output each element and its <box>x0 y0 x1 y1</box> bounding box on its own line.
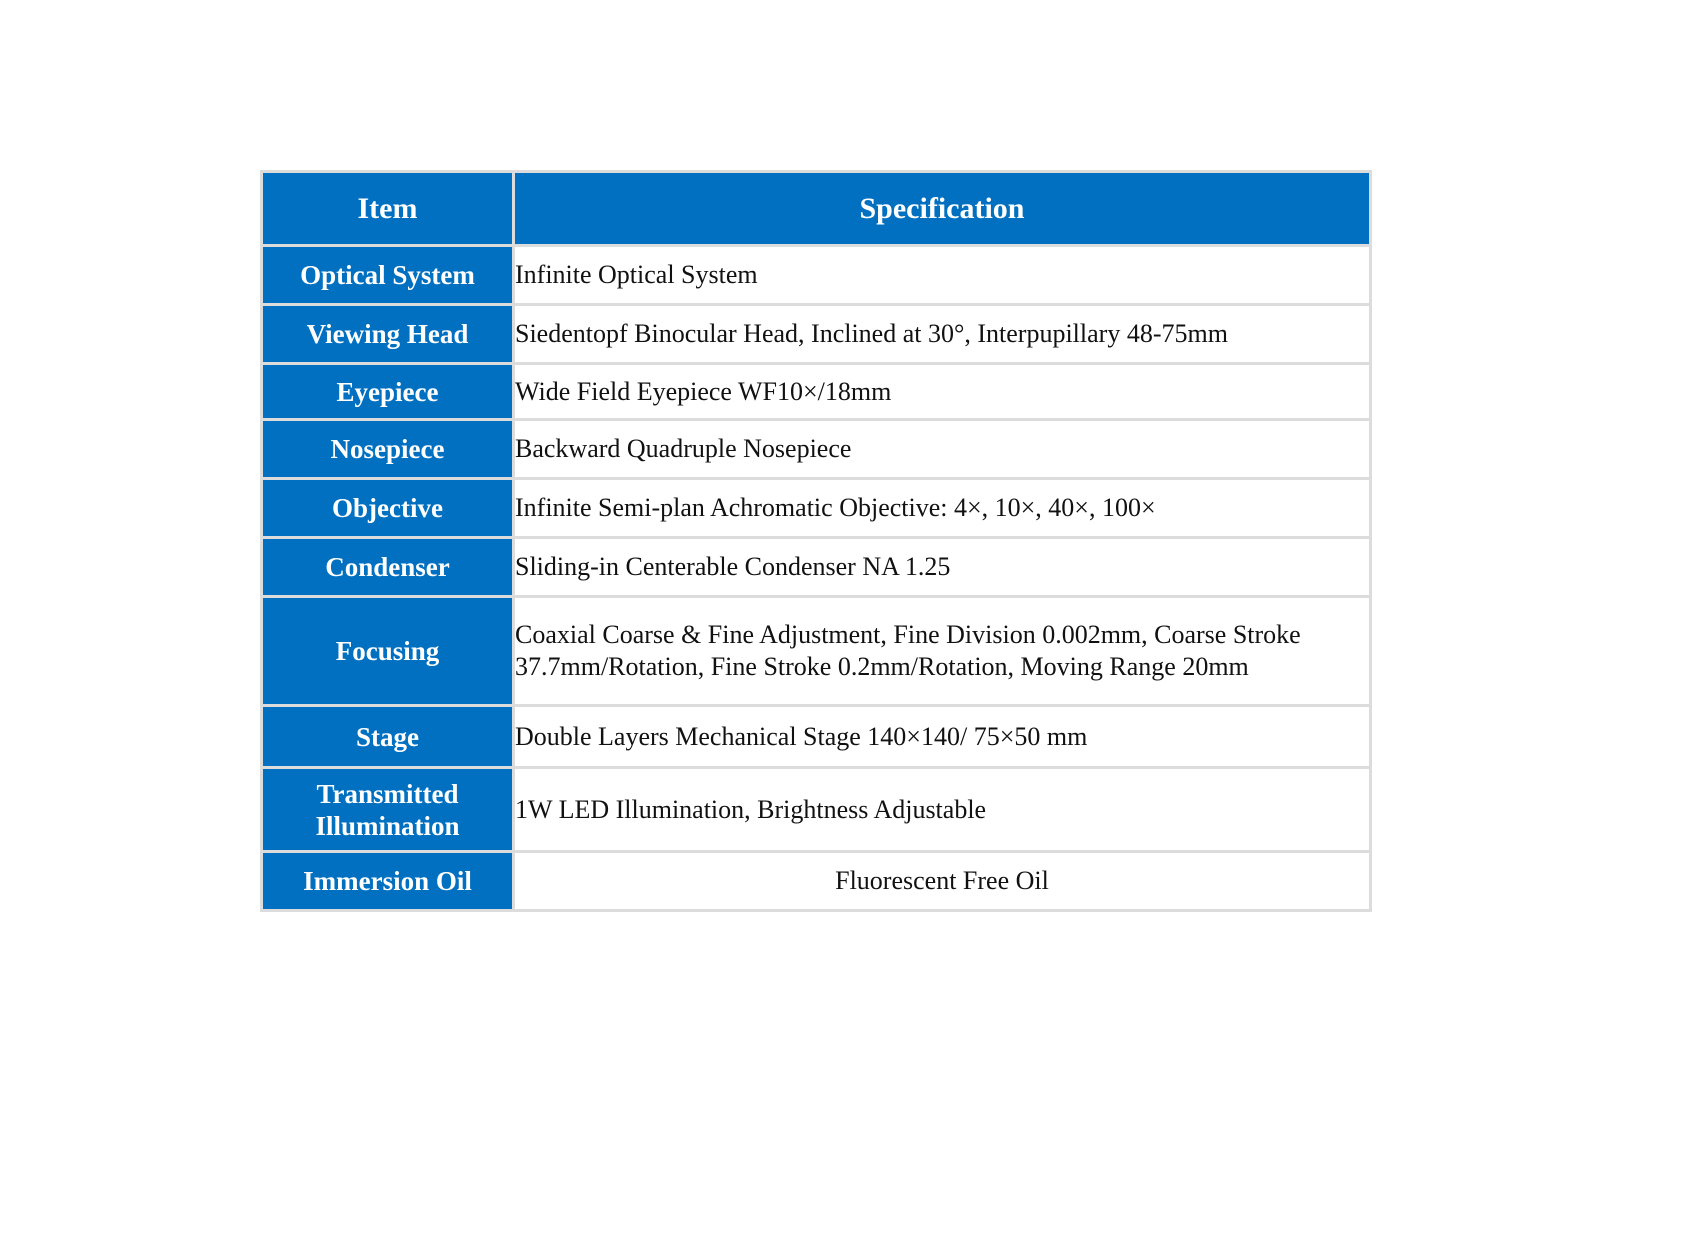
row-spec-eyepiece: Wide Field Eyepiece WF10×/18mm <box>514 364 1371 420</box>
row-item-stage: Stage <box>262 706 514 768</box>
row-item-nosepiece: Nosepiece <box>262 420 514 479</box>
header-item: Item <box>262 172 514 246</box>
specification-table <box>260 170 1372 912</box>
row-spec-immersion-oil: Fluorescent Free Oil <box>514 852 1371 911</box>
table-header-row <box>262 172 1371 246</box>
table-row <box>262 479 1371 538</box>
row-spec-viewing-head: Siedentopf Binocular Head, Inclined at 30°, Interpupillary 48-75mm <box>514 305 1371 364</box>
table-row <box>262 420 1371 479</box>
table-row <box>262 597 1371 706</box>
row-spec-transmitted-illumination: 1W LED Illumination, Brightness Adjustable <box>514 768 1371 852</box>
row-item-optical-system: Optical System <box>262 246 514 305</box>
row-spec-objective: Infinite Semi-plan Achromatic Objective: 4×, 10×, 40×, 100× <box>514 479 1371 538</box>
header-specification: Specification <box>514 172 1371 246</box>
row-spec-stage: Double Layers Mechanical Stage 140×140/ 75×50 mm <box>514 706 1371 768</box>
table-row <box>262 538 1371 597</box>
row-item-immersion-oil: Immersion Oil <box>262 852 514 911</box>
row-item-objective: Objective <box>262 479 514 538</box>
row-spec-optical-system: Infinite Optical System <box>514 246 1371 305</box>
table-row <box>262 305 1371 364</box>
table-row <box>262 706 1371 768</box>
table-row <box>262 364 1371 420</box>
table-row <box>262 852 1371 911</box>
table-row <box>262 246 1371 305</box>
row-item-focusing: Focusing <box>262 597 514 706</box>
row-item-transmitted-illumination: Transmitted Illumination <box>262 768 514 852</box>
row-item-condenser: Condenser <box>262 538 514 597</box>
row-item-eyepiece: Eyepiece <box>262 364 514 420</box>
row-spec-focusing: Coaxial Coarse & Fine Adjustment, Fine Division 0.002mm, Coarse Stroke 37.7mm/Rotation, Fine Stroke 0.2mm/Rotation, Moving Range 20mm <box>514 597 1371 706</box>
table-row <box>262 768 1371 852</box>
row-spec-nosepiece: Backward Quadruple Nosepiece <box>514 420 1371 479</box>
row-spec-condenser: Sliding-in Centerable Condenser NA 1.25 <box>514 538 1371 597</box>
row-item-viewing-head: Viewing Head <box>262 305 514 364</box>
